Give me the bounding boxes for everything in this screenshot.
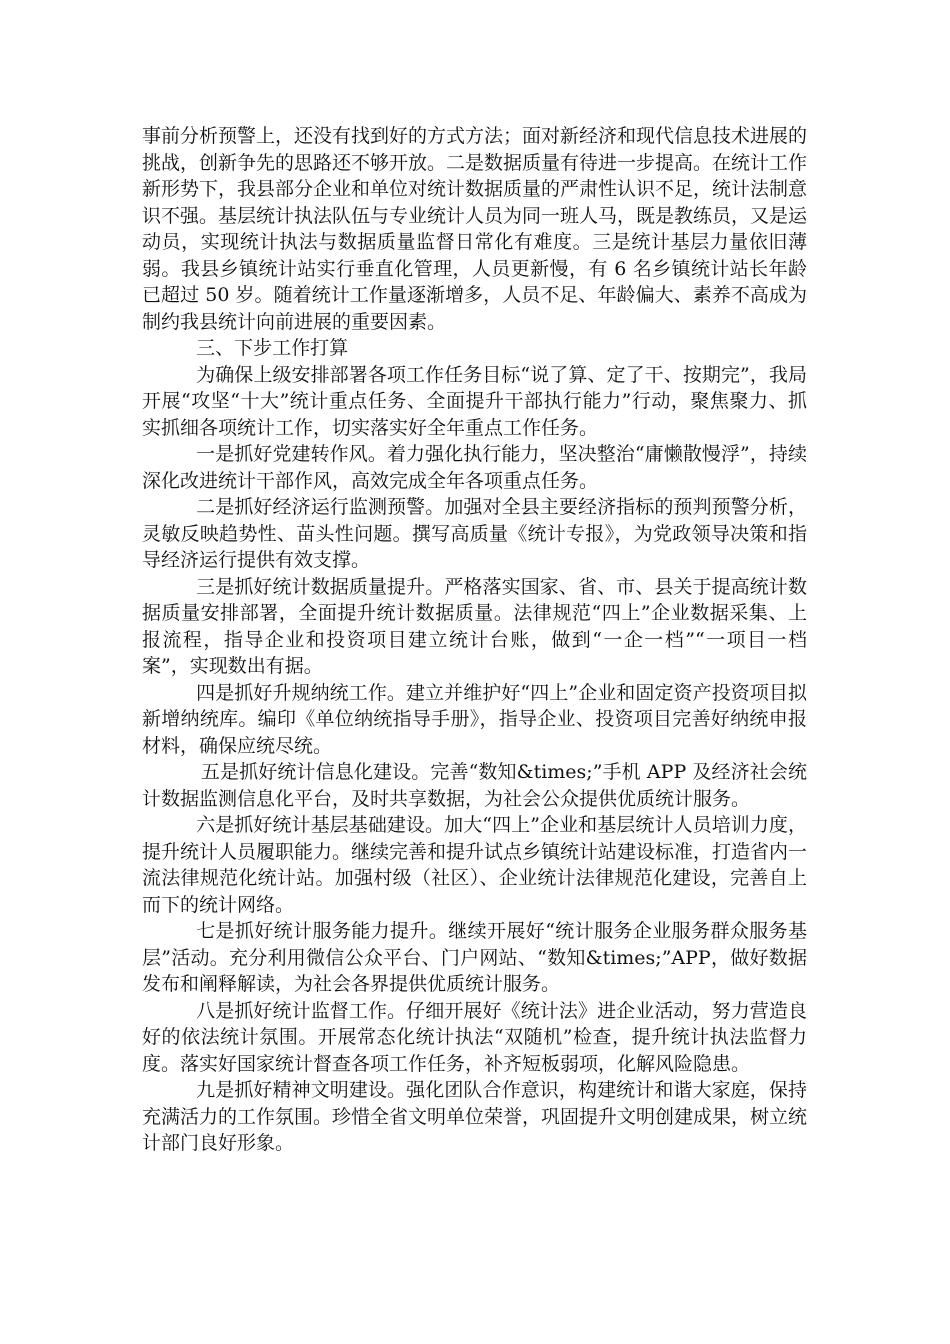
paragraph-item-1: 一是抓好党建转作风。着力强化执行能力，坚决整治“庸懒散慢浮”，持续深化改进统计干部作风，高效完成全年各项重点任务。 [142, 443, 807, 492]
paragraph-item-8: 八是抓好统计监督工作。仔细开展好《统计法》进企业活动，努力营造良好的依法统计氛围。开展常态化统计执法“双随机”检查，提升统计执法监督力度。落实好国家统计督查各项工作任务，补齐短板弱项，化解风险隐患。 [142, 999, 807, 1075]
paragraph-work-plan-intro: 为确保上级安排部署各项工作任务目标“说了算、定了干、按期完”，我局开展“攻坚“十大”统计重点任务、全面提升干部执行能力”行动，聚焦聚力、抓实抓细各项统计工作，切实落实好全年重点工作任务。 [142, 363, 807, 439]
document-body [142, 123, 807, 1157]
paragraph-item-4: 四是抓好升规纳统工作。建立并维护好“四上”企业和固定资产投资项目拟新增纳统库。编印《单位纳统指导手册》，指导企业、投资项目完善好纳统申报材料，确保应统尽统。 [142, 681, 807, 757]
paragraph-item-7: 七是抓好统计服务能力提升。继续开展好“统计服务企业服务群众服务基层”活动。充分利用微信公众平台、门户网站、“数知&times;”APP，做好数据发布和阐释解读，为社会各界提供优质统计服务。 [142, 920, 807, 995]
paragraph-item-5: 五是抓好统计信息化建设。完善“数知&times;”手机 APP 及经济社会统计数据监测信息化平台，及时共享数据，为社会公众提供优质统计服务。 [142, 761, 807, 810]
paragraph-problems-continued: 事前分析预警上，还没有找到好的方式方法；面对新经济和现代信息技术进展的挑战，创新争先的思路还不够开放。二是数据质量有待进一步提高。在统计工作新形势下，我县部分企业和单位对统计数据质量的严肃性认识不足，统计法制意识不强。基层统计执法队伍与专业统计人员为同一班人马，既是教练员，又是运动员，实现统计执法与数据质量监督日常化有难度。三是统计基层力量依旧薄弱。我县乡镇统计站实行垂直化管理，人员更新慢，有 6 名乡镇统计站长年龄已超过 50 岁。随着统计工作量逐渐增多，人员不足、年龄偏大、素养不高成为制约我县统计向前进展的重要因素。 [142, 125, 808, 333]
section-heading-next-steps: 三、下步工作打算 [196, 337, 349, 359]
paragraph-item-6: 六是抓好统计基层基础建设。加大“四上”企业和基层统计人员培训力度，提升统计人员履职能力。继续完善和提升试点乡镇统计站建设标准，打造省内一流法律规范化统计站。加强村级（社区）、企业统计法律规范化建设，完善自上而下的统计网络。 [142, 814, 808, 916]
paragraph-item-9: 九是抓好精神文明建设。强化团队合作意识，构建统计和谐大家庭，保持充满活力的工作氛围。珍惜全省文明单位荣誉，巩固提升文明创建成果，树立统计部门良好形象。 [142, 1079, 808, 1154]
paragraph-item-3: 三是抓好统计数据质量提升。严格落实国家、省、市、县关于提高统计数据质量安排部署，全面提升统计数据质量。法律规范“四上”企业数据采集、上报流程，指导企业和投资项目建立统计台账，做到“一企一档”“一项目一档案”，实现数出有据。 [142, 575, 807, 677]
paragraph-item-2: 二是抓好经济运行监测预警。加强对全县主要经济指标的预判预警分析，灵敏反映趋势性、苗头性问题。撰写高质量《统计专报》，为党政领导决策和指导经济运行提供有效支撑。 [142, 496, 807, 571]
